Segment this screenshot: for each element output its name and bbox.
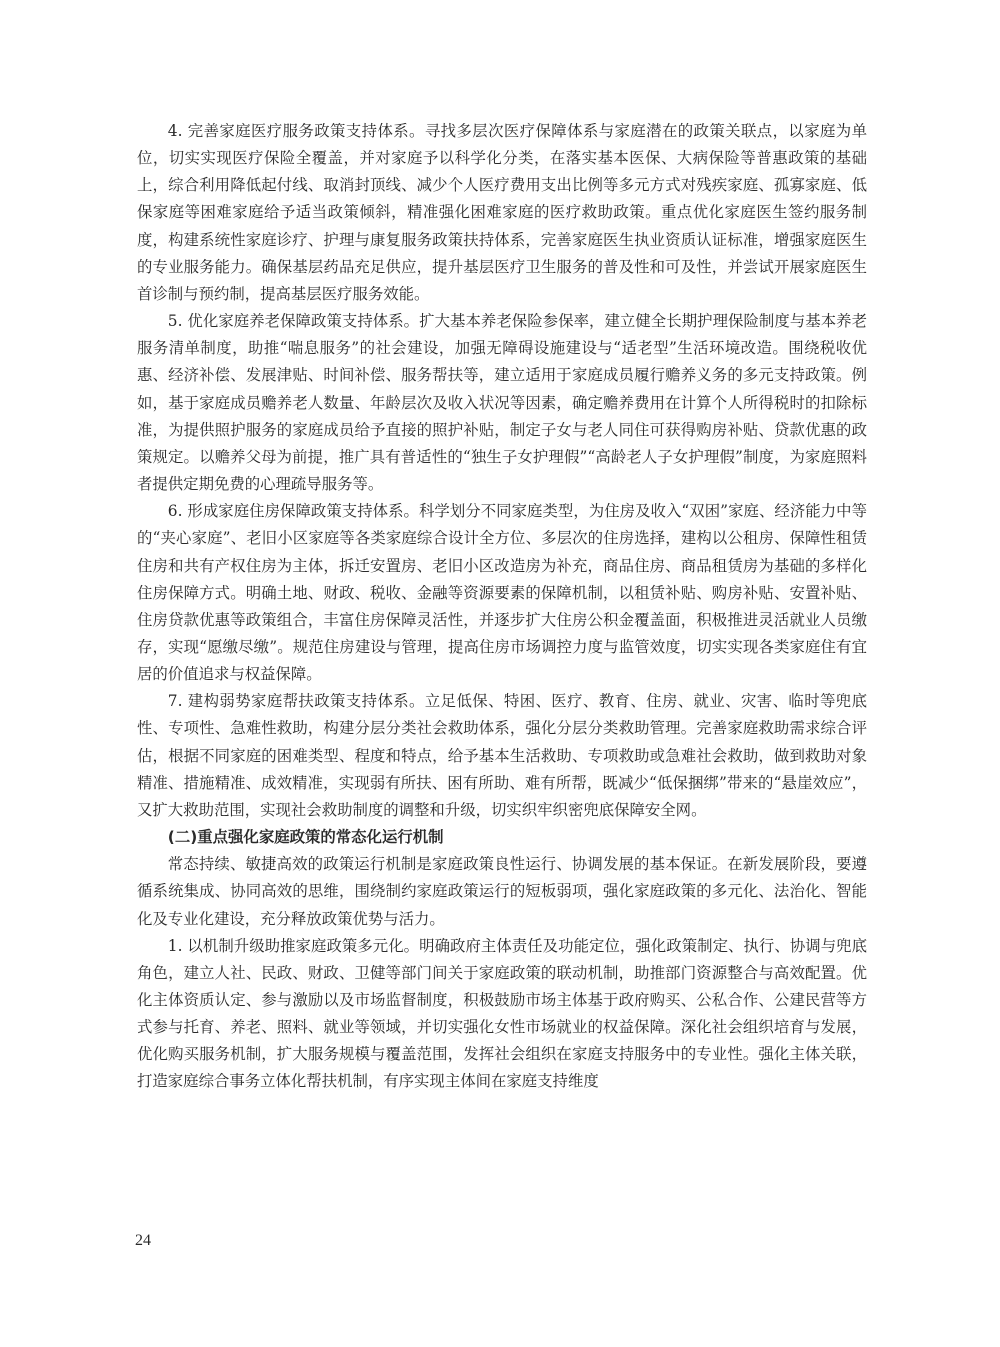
paragraph-housing-policy: 6. 形成家庭住房保障政策支持体系。科学划分不同家庭类型，为住房及收入“双困”家庭、经济能力中等的“夹心家庭”、老旧小区家庭等各类家庭综合设计全方位、多层次的住房选择，建构以公租房、保障性租赁住房和共有产权住房为主体，拆迁安置房、老旧小区改造房为补充，商品住房、商品租赁房为基础的多样化住房保障方式。明确土地、财政、税收、金融等资源要素的保障机制，以租赁补贴、购房补贴、安置补贴、住房贷款优惠等政策组合，丰富住房保障灵活性，并逐步扩大住房公积金覆盖面，积极推进灵活就业人员缴存，实现“愿缴尽缴”。规范住房建设与管理，提高住房市场调控力度与监管效度，切实实现各类家庭住有宜居的价值追求与权益保障。 xyxy=(137,502,867,684)
document-body xyxy=(137,118,867,1096)
section-heading: (二)重点强化家庭政策的常态化运行机制 xyxy=(167,828,444,847)
paragraph-operation-mechanism: 常态持续、敏捷高效的政策运行机制是家庭政策良性运行、协调发展的基本保证。在新发展阶段，要遵循系统集成、协同高效的思维，围绕制约家庭政策运行的短板弱项，强化家庭政策的多元化、法治化、智能化及专业化建设，充分释放政策优势与活力。 xyxy=(137,855,867,928)
paragraph-elderly-care-policy: 5. 优化家庭养老保障政策支持体系。扩大基本养老保险参保率，建立健全长期护理保险制度与基本养老服务清单制度，助推“喘息服务”的社会建设，加强无障碍设施建设与“适老型”生活环境改造。围绕税收优惠、经济补偿、发展津贴、时间补偿、服务帮扶等，建立适用于家庭成员履行赡养义务的多元支持政策。例如，基于家庭成员赡养老人数量、年龄层次及收入状况等因素，确定赡养费用在计算个人所得税时的扣除标准，为提供照护服务的家庭成员给予直接的照护补贴，制定子女与老人同住可获得购房补贴、贷款优惠的政策规定。以赡养父母为前提，推广具有普适性的“独生子女护理假”“高龄老人子女护理假”制度，为家庭照料者提供定期免费的心理疏导服务等。 xyxy=(137,312,867,494)
paragraph-medical-policy: 4. 完善家庭医疗服务政策支持体系。寻找多层次医疗保障体系与家庭潜在的政策关联点，以家庭为单位，切实实现医疗保险全覆盖，并对家庭予以科学化分类，在落实基本医保、大病保险等普惠政策的基础上，综合利用降低起付线、取消封顶线、减少个人医疗费用支出比例等多元方式对残疾家庭、孤寡家庭、低保家庭等困难家庭给予适当政策倾斜，精准强化困难家庭的医疗救助政策。重点优化家庭医生签约服务制度，构建系统性家庭诊疗、护理与康复服务政策扶持体系，完善家庭医生执业资质认证标准，增强家庭医生的专业服务能力。确保基层药品充足供应，提升基层医疗卫生服务的普及性和可及性，并尝试开展家庭医生首诊制与预约制，提高基层医疗服务效能。 xyxy=(137,122,867,303)
paragraph-vulnerable-family-policy: 7. 建构弱势家庭帮扶政策支持体系。立足低保、特困、医疗、教育、住房、就业、灾害、临时等兜底性、专项性、急难性救助，构建分层分类社会救助体系，强化分层分类救助管理。完善家庭救助需求综合评估，根据不同家庭的困难类型、程度和特点，给予基本生活救助、专项救助或急难社会救助，做到救助对象精准、措施精准、成效精准，实现弱有所扶、困有所助、难有所帮，既减少“低保捆绑”带来的“悬崖效应”，又扩大救助范围，实现社会救助制度的调整和升级，切实织牢织密兜底保障安全网。 xyxy=(137,692,867,819)
page-number: 24 xyxy=(135,1232,151,1249)
paragraph-diversification: 1. 以机制升级助推家庭政策多元化。明确政府主体责任及功能定位，强化政策制定、执行、协调与兜底角色，建立人社、民政、财政、卫健等部门间关于家庭政策的联动机制，助推部门资源整合与高效配置。优化主体资质认定、参与激励以及市场监督制度，积极鼓励市场主体基于政府购买、公私合作、公建民营等方式参与托育、养老、照料、就业等领域，并切实强化女性市场就业的权益保障。深化社会组织培育与发展，优化购买服务机制，扩大服务规模与覆盖范围，发挥社会组织在家庭支持服务中的专业性。强化主体关联，打造家庭综合事务立体化帮扶机制，有序实现主体间在家庭支持维度 xyxy=(137,936,867,1091)
